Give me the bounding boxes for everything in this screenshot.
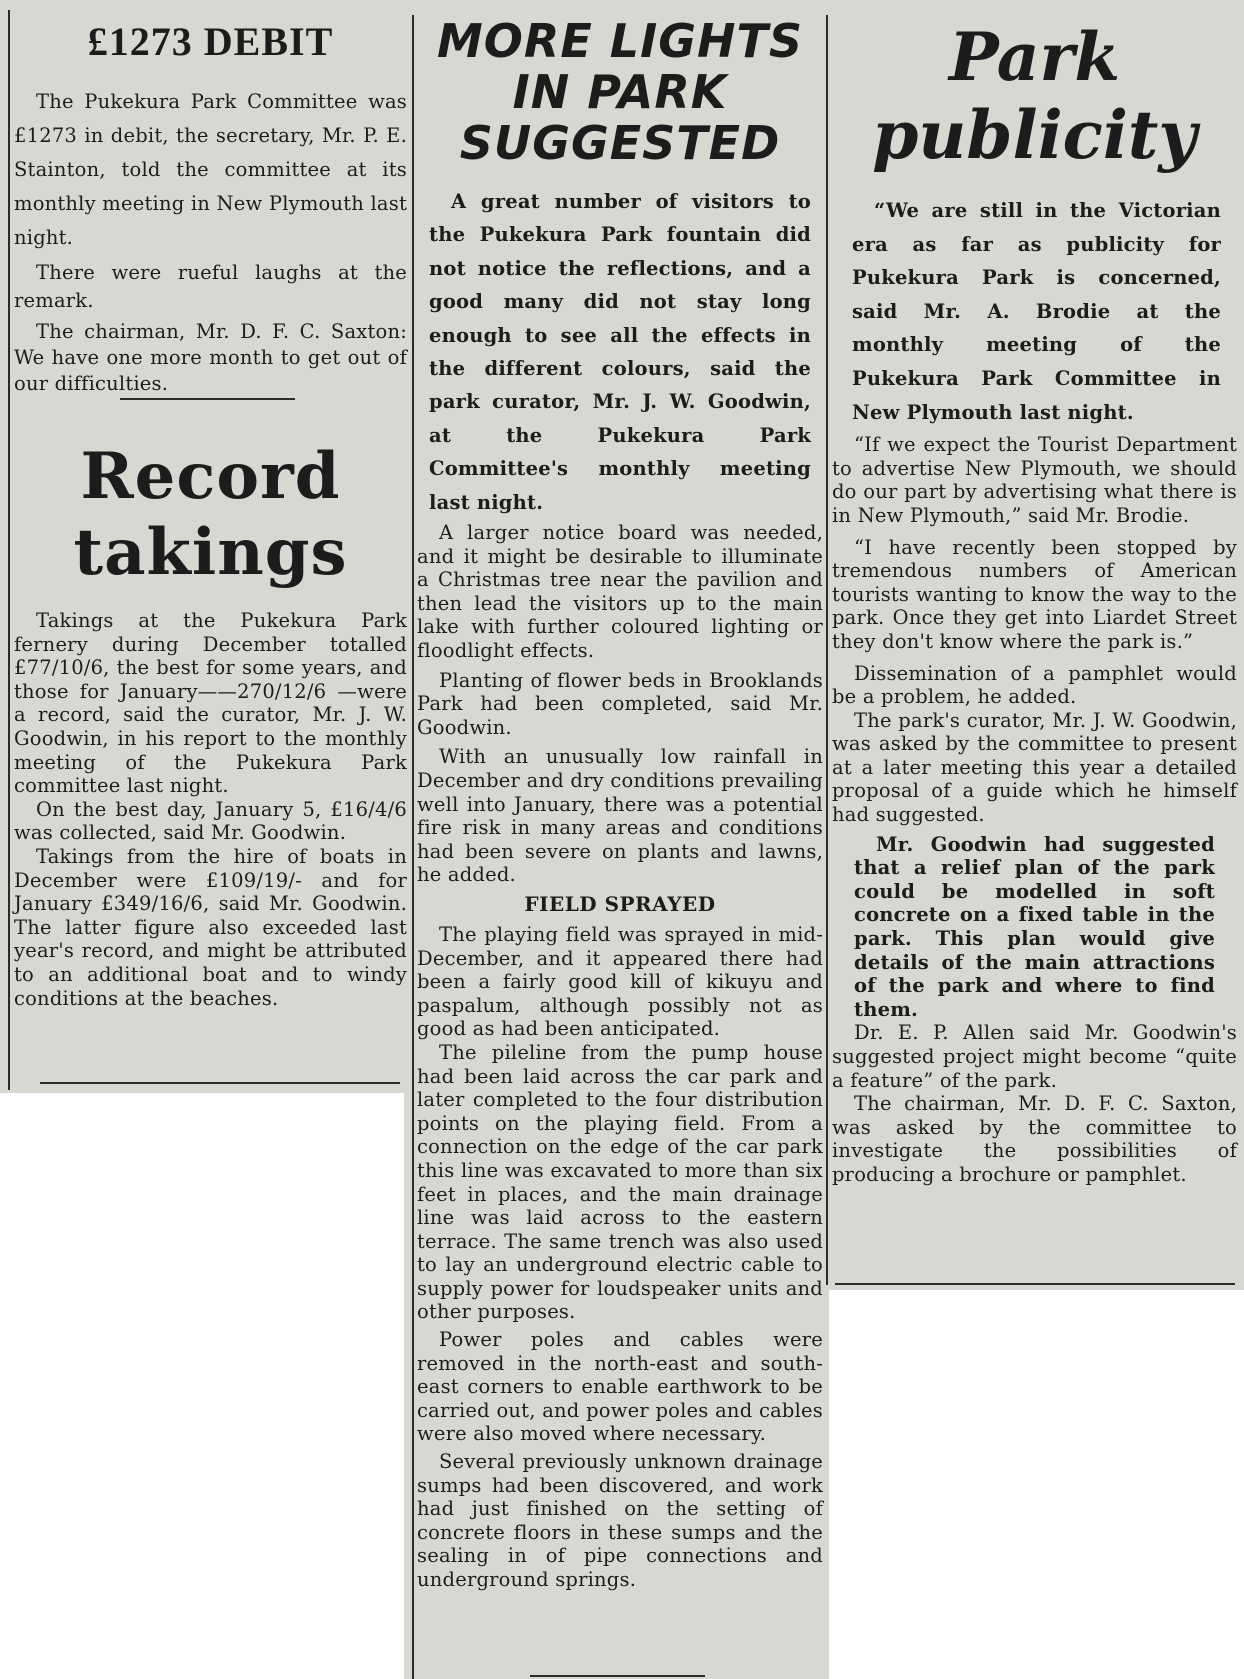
debit-headline: £1273 DEBIT (87, 19, 334, 64)
field-sprayed-subhead: FIELD SPRAYED (524, 891, 716, 916)
lights-article (417, 521, 823, 1592)
lights-paragraph: The pileline from the pump house had been laid across the car park and later completed to the four distribution points on the playing field. From a connection on the edge of the car park this line was excavated to more than six feet in places, and the main drainage line was laid across to the eastern terrace. The same trench was also used to lay an underground electric cable to supply power for loudspeaker units and other purposes. (417, 1040, 823, 1324)
column-3 (832, 18, 1237, 1187)
column-1 (14, 18, 407, 1010)
record-headline-line2: takings (73, 515, 348, 590)
publicity-bold-block (832, 827, 1237, 1022)
publicity-paragraph: Dissemination of a pamphlet would be a problem, he added. (832, 661, 1237, 709)
lights-paragraph: The playing field was sprayed in mid-December, and it appeared there had been a fairly good kill of kikuyu and paspalum, although possibly not as good as had been anticipated. (417, 922, 823, 1041)
publicity-paragraph: “I have recently been stopped by tremendous numbers of American tourists wanting to know the way to the park. Once they get into Liardet Street they don't know where the park is.” (832, 535, 1237, 653)
publicity-bold-paragraph: Mr. Goodwin had suggested that a relief plan of the park could be modelled in soft concrete on a fixed table in the park. This plan would give details of the main attractions of the park and where to find them. (854, 832, 1215, 1021)
publicity-paragraph: Dr. E. P. Allen said Mr. Goodwin's suggested project might become “quite a feature” of the park. (832, 1021, 1237, 1092)
lights-headline-line2: IN PARK (512, 65, 728, 119)
lights-paragraph: Power poles and cables were removed in the north-east and south-east corners to enable earthwork to be carried out, and power poles and cables were also moved where necessary. (417, 1328, 823, 1446)
record-paragraph: Takings at the Pukekura Park fernery during December totalled £77/10/6, the best for some years, and those for January——270/12/6 —were a record, said the curator, Mr. J. W. Goodwin, in his report to the monthly meeting of the Pukekura Park committee last night. (14, 609, 407, 798)
publicity-article (832, 433, 1237, 1186)
column-2 (417, 16, 823, 1592)
record-article (14, 609, 407, 1010)
lights-paragraph: A larger notice board was needed, and it might be desirable to illuminate a Christmas tree near the pavilion and then lead the visitors up to the main lake with further coloured lighting or floodlight effects. (417, 521, 823, 663)
publicity-headline-line2: publicity (872, 96, 1197, 174)
debit-article (14, 85, 407, 397)
lights-paragraph: With an unusually low rainfall in December and dry conditions prevailing well into January, there was a potential fire risk in many areas and conditions had been severe on plants and lawns, he added. (417, 745, 823, 887)
column-rule-1 (412, 15, 414, 1679)
record-headline-line1: Record (80, 439, 341, 514)
divider-col1-end (40, 1082, 400, 1084)
divider-col3-end (835, 1283, 1235, 1285)
lights-lead (417, 185, 823, 519)
publicity-paragraph: The chairman, Mr. D. F. C. Saxton, was asked by the committee to investigate the possibilities of producing a brochure or pamphlet. (832, 1092, 1237, 1186)
publicity-paragraph: “If we expect the Tourist Department to advertise New Plymouth, we should do our part by advertising what there is in New Plymouth,” said Mr. Brodie. (832, 433, 1237, 527)
debit-paragraph: The chairman, Mr. D. F. C. Saxton: We have one more month to get out of our difficulties. (14, 320, 407, 395)
lights-lead-paragraph: A great number of visitors to the Pukekura Park fountain did not notice the reflections, and a good many did not stay long enough to see all the effects in the different colours, said the park curator, Mr. J. W. Goodwin, at the Pukekura Park Committee's monthly meeting last night. (429, 190, 811, 514)
divider-col2-end (530, 1675, 705, 1677)
lights-headline-line1: MORE LIGHTS (437, 14, 803, 68)
column-rule-2 (826, 15, 828, 1285)
publicity-lead (832, 194, 1237, 429)
record-paragraph: On the best day, January 5, £16/4/6 was collected, said Mr. Goodwin. (14, 797, 407, 845)
publicity-headline-line1: Park (948, 18, 1121, 96)
publicity-lead-paragraph: “We are still in the Victorian era as far as publicity for Pukekura Park is concerned, said Mr. A. Brodie at the monthly meeting of the Pukekura Park Committee in New Plymouth last night. (852, 199, 1221, 424)
debit-paragraph: The Pukekura Park Committee was £1273 in debit, the secretary, Mr. P. E. Stainton, told the committee at its monthly meeting in New Plymouth last night. (14, 90, 407, 249)
publicity-paragraph: The park's curator, Mr. J. W. Goodwin, was asked by the committee to present at a later meeting this year a detailed proposal of a guide which he himself had suggested. (832, 708, 1237, 827)
lights-paragraph: Planting of flower beds in Brooklands Park had been completed, said Mr. Goodwin. (417, 668, 823, 739)
lights-headline-line3: SUGGESTED (459, 116, 781, 170)
column-rule-left (8, 10, 10, 1090)
debit-paragraph: There were rueful laughs at the remark. (14, 261, 407, 312)
lights-paragraph: Several previously unknown drainage sumps had been discovered, and work had just finished on the setting of concrete floors in these sumps and the sealing in of pipe connections and underground springs. (417, 1450, 823, 1591)
record-paragraph: Takings from the hire of boats in December were £109/19/- and for January £349/16/6, said Mr. Goodwin. The latter figure also exceeded last year's record, and might be attributed to an additional boat and to windy conditions at the beaches. (14, 844, 407, 1010)
